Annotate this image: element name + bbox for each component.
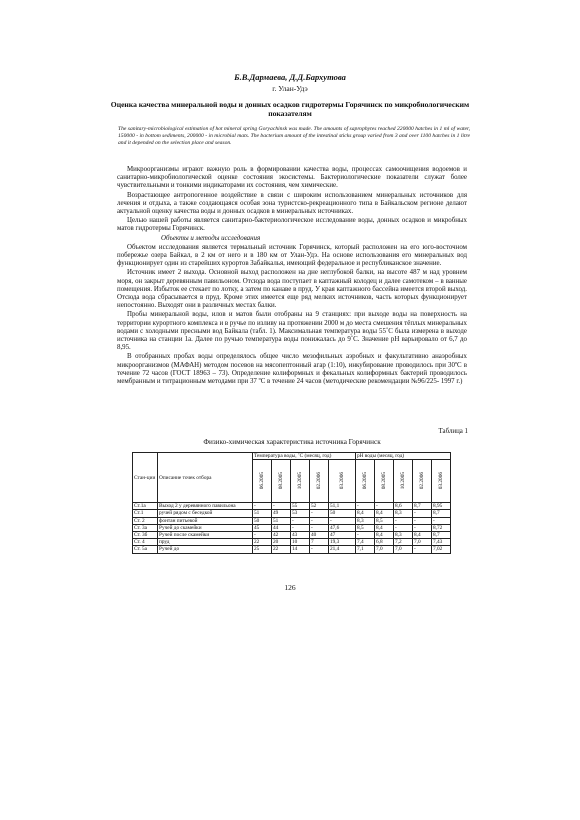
table-header-row [133, 453, 451, 460]
station-cell: Ст. 3а [133, 524, 158, 531]
ph-cell: 8,7 [432, 531, 451, 538]
temperature-cell: - [272, 503, 291, 510]
station-cell: Ст. 5а [133, 546, 158, 553]
temperature-cell: 25 [253, 546, 272, 553]
temperature-cell: 43 [291, 531, 310, 538]
temperature-cell: - [310, 510, 329, 517]
section-heading-methods: Объекты и методы исследования [161, 234, 261, 242]
temperature-cell: 20 [272, 539, 291, 546]
temperature-cell: 22 [272, 546, 291, 553]
temp-date-cell [253, 460, 272, 503]
temperature-cell: 21,4 [329, 546, 356, 553]
temperature-cell: - [310, 546, 329, 553]
temperature-cell: - [329, 517, 356, 524]
temperature-cell: 52 [310, 503, 329, 510]
ph-cell: 8,3 [394, 531, 413, 538]
temperature-cell: 14 [291, 546, 310, 553]
data-table [132, 452, 451, 554]
ph-cell: - [356, 531, 375, 538]
ph-cell: 8,4 [375, 524, 394, 531]
ph-date: 10.2005 [400, 471, 406, 489]
ph-cell: 8,3 [356, 517, 375, 524]
ph-cell: 7,43 [432, 539, 451, 546]
temperature-cell: 51 [272, 517, 291, 524]
ph-cell: - [413, 524, 432, 531]
temperature-cell: 19,3 [329, 539, 356, 546]
temperature-cell: 49 [272, 510, 291, 517]
abstract: The sanitary-microbiological estimation of hot mineral spring Goryachinsk was made. The amounts of saprophytes reached 220000 hatches in 1 ml of water, 150000 - in bottom sediments, 200000 - in microbial mats. The bacterium amount of the intestinal sticks group varied from 3 and over 1100 hatches in 1 litre and it depended on the selection place and season. [118, 126, 470, 146]
affiliation-city: г. Улан-Удэ [272, 84, 308, 93]
temperature-cell: - [291, 524, 310, 531]
page-number: 126 [284, 583, 296, 592]
ph-date-cell [356, 460, 375, 503]
temperature-cell: 42 [272, 531, 291, 538]
temperature-cell: 50 [253, 517, 272, 524]
ph-cell: 8,3 [394, 510, 413, 517]
paragraph-5: Объектом исследования является термальный источник Горячинск, который расположен на его юго-восточном побережье озера Байкал, в 2 км от него и в 180 км от Улан-Удэ. На основе использования его минеральных вод функционирует один из старейших курортов Забайкалья, имеющий федеральное и республиканское значение. [117, 243, 467, 268]
header-temperature: Температура воды, ˚С (месяц, год) [253, 453, 356, 460]
ph-cell: 8,4 [375, 510, 394, 517]
ph-cell: - [413, 546, 432, 553]
header-station: Стан-ции [133, 453, 158, 503]
ph-cell: 7,02 [432, 546, 451, 553]
temperature-cell: 45 [253, 524, 272, 531]
temperature-cell: 51 [253, 510, 272, 517]
ph-date: 08.2005 [381, 471, 387, 489]
ph-cell: 6,8 [375, 539, 394, 546]
ph-cell: - [356, 503, 375, 510]
ph-cell: 7,0 [413, 539, 432, 546]
temperature-cell: 7 [310, 539, 329, 546]
paragraph-7: Пробы минеральной воды, илов и матов были отобраны на 9 станциях: при выходе воды на поверхность на территории курортного комплекса и в ручье по изливу на протяжении 2000 м до места смешения тёплых минеральных водами с холодными пресными вод Байкала (табл. 1). Максимальная температура воды 55˚С была измерена в выходе источника на станции 1а. Далее по ручью температура воды понижалась до 9˚С. Значение pH варьировало от 6,7 до 8,95. [117, 311, 467, 352]
station-cell: Ст.1 [133, 510, 158, 517]
ph-cell: 7,4 [356, 539, 375, 546]
station-cell: Ст. 2 [133, 517, 158, 524]
description-cell: фонтан питьевой [158, 517, 253, 524]
ph-date-cell [432, 460, 451, 503]
ph-cell: 7,0 [375, 546, 394, 553]
ph-cell: 7,0 [394, 546, 413, 553]
ph-cell: - [394, 517, 413, 524]
ph-cell: 8,4 [356, 510, 375, 517]
station-cell: Ст. 4 [133, 539, 158, 546]
ph-cell: - [375, 503, 394, 510]
ph-cell: - [413, 517, 432, 524]
ph-cell: 8,4 [375, 531, 394, 538]
ph-date: 06.2005 [362, 471, 368, 489]
paper-title: Оценка качества минеральной воды и донных осадков гидротермы Горячинск по микробиологическим показателям [110, 100, 470, 118]
ph-cell: 8,7 [432, 510, 451, 517]
temp-date: 06.2005 [259, 471, 265, 489]
temperature-cell: 40 [310, 531, 329, 538]
table-row [133, 531, 451, 538]
ph-cell: 8,6 [394, 503, 413, 510]
paragraph-1: Микроорганизмы играют важную роль в формировании качества воды, процессах самоочищения водоемов и санитарно-микробиологической оценке состояния экосистемы. Бактериологические показатели служат более чувствительными и тонкими индикаторами их состояния, чем химические. [117, 166, 467, 190]
paragraph-3: Целью нашей работы является санитарно-бактериологическое исследование воды, донных осадков и микробных матов гидротермы Горячинск. [117, 217, 467, 233]
ph-date-cell [394, 460, 413, 503]
description-cell: Ручей до скамейки [158, 524, 253, 531]
ph-cell: 8,7 [413, 503, 432, 510]
temperature-cell: 47,6 [329, 524, 356, 531]
table-row [133, 539, 451, 546]
temp-date: 10.2005 [297, 471, 303, 489]
ph-cell: 8,4 [413, 531, 432, 538]
table-row [133, 510, 451, 517]
temp-date: 02.2006 [316, 471, 322, 489]
table-row [133, 546, 451, 553]
paragraph-2: Возрастающее антропогенное воздействие в связи с широким использованием минеральных источников для лечения и отдыха, а также создающаяся особая зона туристско-рекреационного типа в Байкальском регионе делают актуальной оценку качества воды и донных осадков в минеральных источниках. [117, 191, 467, 216]
temperature-cell: 51,1 [329, 503, 356, 510]
ph-cell: - [432, 517, 451, 524]
temperature-cell: - [310, 517, 329, 524]
ph-date: 02.2006 [419, 471, 425, 489]
ph-date-cell [375, 460, 394, 503]
temperature-cell: 44 [272, 524, 291, 531]
ph-cell: - [413, 510, 432, 517]
table-caption: Физико-химическая характеристика источника Горячинск [203, 438, 381, 446]
ph-cell: 8,72 [432, 524, 451, 531]
paragraph-6: Источник имеет 2 выхода. Основной выход расположен на дне неглубокой балки, на высоте 487 м над уровнем моря, он закрыт деревянным павильоном. Отсюда вода поступает в каптажный колодец и далее самотеком – в ванные помещения. Избыток ее стекает по лотку, а затем по канаве в пруд. У края каптажного бассейна имеется второй выход. Отсюда вода сбрасывается в пруд. Кроме этих имеется еще ряд мелких источников, часть которых функционирует непостоянно. Выходят они в различных местах балки. [117, 269, 467, 310]
temperature-cell: 55 [291, 503, 310, 510]
temperature-cell: - [253, 503, 272, 510]
ph-cell: 8,5 [375, 517, 394, 524]
intro-section [117, 166, 467, 387]
ph-cell: - [394, 524, 413, 531]
temperature-cell: - [253, 531, 272, 538]
temperature-cell: - [310, 524, 329, 531]
temp-date-cell [291, 460, 310, 503]
temp-date-cell [329, 460, 356, 503]
temp-date: 03.2006 [339, 471, 345, 489]
description-cell: Ручей до [158, 546, 253, 553]
ph-cell: 8,5 [356, 524, 375, 531]
table-row [133, 503, 451, 510]
table-row [133, 517, 451, 524]
description-cell: Ручей после скамейки [158, 531, 253, 538]
ph-cell: 7,1 [356, 546, 375, 553]
header-description: Описание точек отбора [158, 453, 253, 503]
table-body [133, 503, 451, 553]
temperature-cell: 22 [253, 539, 272, 546]
temp-date-cell [272, 460, 291, 503]
temp-date-cell [310, 460, 329, 503]
paragraph-8: В отобранных пробах воды определялось общее число мезофильных аэробных и факультативно анаэробных микроорганизмов (МАФАН) методом посевов на мясопептонный агар (1:10), инкубирование проводилось при 30ºС в течение 72 часов (ГОСТ 18963 – 73). Определение колиформных и фекальных колиформных бактерий проводилось мембранным и титрационным методами при 37 ºС в течение 24 часов (методические рекомендации №96/225- 1997 г.) [117, 353, 467, 386]
header-ph: pH воды (месяц, год) [356, 453, 451, 460]
station-cell: Ст.1а [133, 503, 158, 510]
temperature-cell: 53 [291, 510, 310, 517]
temp-date: 08.2005 [278, 471, 284, 489]
station-cell: Ст. 3б [133, 531, 158, 538]
table-number: Таблица 1 [438, 428, 468, 435]
temperature-cell: 10 [291, 539, 310, 546]
description-cell: ручей рядом с беседкой [158, 510, 253, 517]
ph-cell: 8,95 [432, 503, 451, 510]
temperature-cell: 47 [329, 531, 356, 538]
authors: Б.В.Дармаева, Д.Д.Бархутова [234, 72, 346, 82]
ph-cell: 7,2 [394, 539, 413, 546]
description-cell: Выход 2 у деревянного павильона [158, 503, 253, 510]
table-row [133, 524, 451, 531]
ph-date-cell [413, 460, 432, 503]
temperature-cell: - [291, 517, 310, 524]
ph-date: 03.2006 [438, 471, 444, 489]
temperature-cell: 50 [329, 510, 356, 517]
description-cell: пруд [158, 539, 253, 546]
